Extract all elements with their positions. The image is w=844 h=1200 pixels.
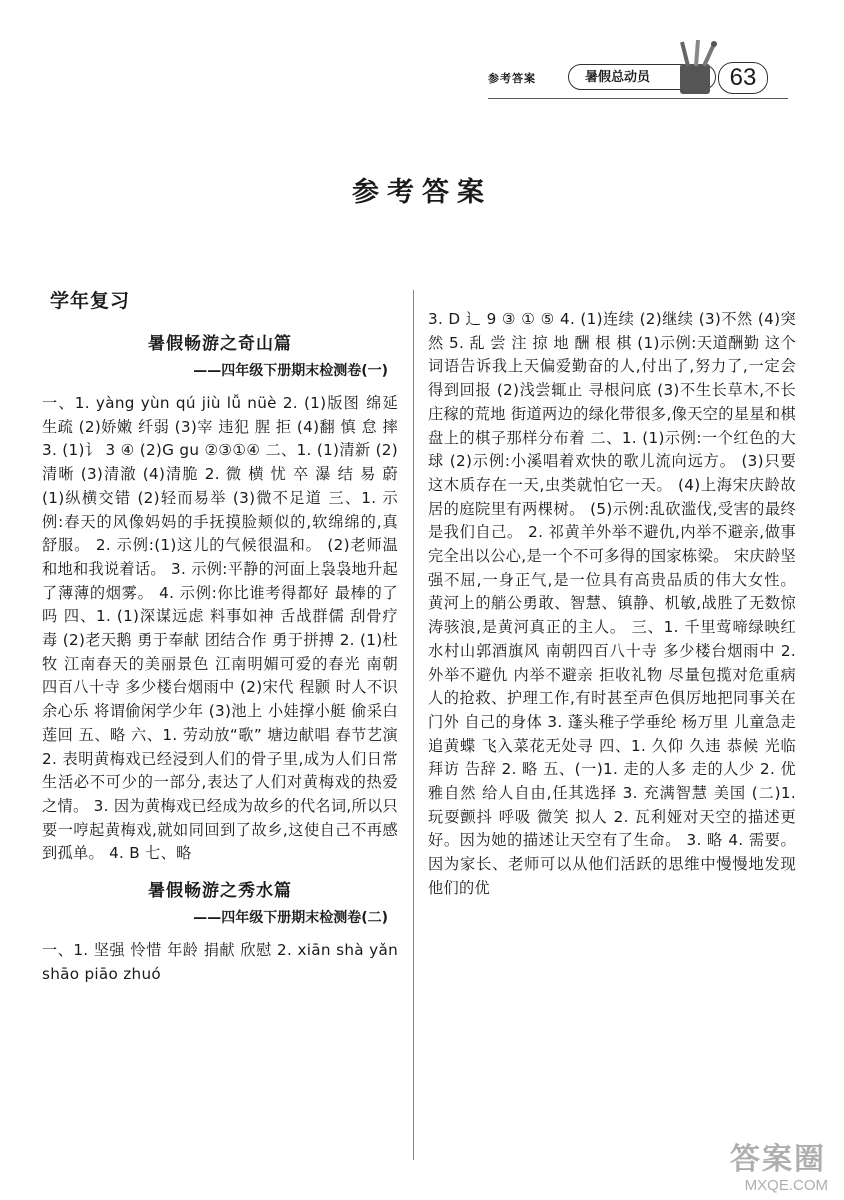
part2-title: 暑假畅游之秀水篇 [148,881,292,902]
watermark-url: MXQE.COM [744,1177,828,1194]
page-number: 63 [718,62,768,94]
left-column [42,280,398,986]
watermark [684,1134,834,1194]
column-divider [413,290,414,1160]
part2-answers: 一、1. 坚强 怜惜 年龄 捐献 欣慰 2. xiān shà yǎn shāo piāo zhuó [42,941,398,983]
part1-title: 暑假畅游之奇山篇 [148,334,292,354]
header-label: 参考答案 [488,72,536,85]
watermark-logo-text: 答案圈 [730,1142,826,1177]
right-column [428,308,796,901]
header-rule [488,98,788,99]
part1-answers: 一、1. yàng yùn qú jiù lǚ nüè 2. (1)版图 绵延 生疏 (2)娇嫩 纤弱 (3)宰 违犯 腥 拒 (4)翻 慎 怠 摔 3. (1)讠 3 ④ (2)G gu ②③①④ 二、1. (1)清新 (2)清晰 (3)清澈 (4)清脆 2. 微 横 忧 卒 瀑 结 易 蔚 (1)纵横交错 (2)轻而易举 (3)微不足道 三、1. 示例:春天的风像妈妈的手抚摸脸颊似的,软绵绵的,真舒服。 2. 示例:(1)这儿的气候很温和。 (2)老师温和地和我说着话。 3. 示例:平静的河面上袅袅地升起了薄薄的烟雾。 4. 示例:你比谁考得都好 最棒的了吗 四、1. (1)深谋远虑 料事如神 舌战群儒 刮骨疗毒 (2)老天鹅 勇于奉献 团结合作 勇于拼搏 2. (1)杜牧 江南春天的美丽景色 江南明媚可爱的春光 南朝四百八十寺 多少楼台烟雨中 (2)宋代 程颢 时人不识余心乐 将谓偷闲学少年 (3)池上 小娃撑小艇 偷采白莲回 五、略 六、1. 劳动放“歌” 塘边献唱 春节艺演 2. 表明黄梅戏已经浸到人们的骨子里,成为人们日常生活必不可少的一部分,表达了人们对黄梅戏的热爱之情。 3. 因为黄梅戏已经成为故乡的代名词,所以只要一哼起黄梅戏,就如同回到了故乡,这使自己不再感到孤单。 4. B 七、略 [42,394,398,863]
page-header [488,58,788,98]
part1-note: ——四年级下册期末检测卷(一) [193,363,388,379]
part2-note: ——四年级下册期末检测卷(二) [193,910,388,927]
part2-answers-continued: 3. D 辶 9 ③ ① ⑤ 4. (1)连续 (2)继续 (3)不然 (4)突然 5. 乱 尝 注 掠 地 酬 根 棋 (1)示例:天道酬勤 这个词语告诉我上天偏爱勤奋的人,付出了,努力了,一定会得到回报 (2)浅尝辄止 寻根问底 (3)不生长草木,不长庄稼的荒地 街道两边的绿化带很多,像天空的星星和棋盘上的棋子那样分布着 二、1. (1)示例:一个红色的大球 (2)示例:小溪唱着欢快的歌儿流向远方。 (3)只要这木质存在一天,虫类就怕它一天。 (4)上海宋庆龄故居的庭院里有两棵树。 (5)示例:乱砍滥伐,受害的最终是我们自己。 2. 祁黄羊外举不避仇,内举不避亲,做事完全出以公心,是一个不可多得的国家栋梁。 宋庆龄坚强不屈,一身正气,是一位具有高贵品质的伟大女性。 黄河上的艄公勇敢、智慧、镇静、机敏,战胜了无数惊涛骇浪,是黄河真正的主人。 三、1. 千里莺啼绿映红 水村山郭酒旗风 南朝四百八十寺 多少楼台烟雨中 2. 外举不避仇 内举不避亲 拒收礼物 尽量包揽对危重病人的抢救、护理工作,有时甚至声色俱厉地把同事关在门外 自己的身体 3. 蓬头稚子学垂纶 杨万里 儿童急走追黄蝶 飞入菜花无处寻 四、1. 久仰 久违 恭候 光临 拜访 告辞 2. 略 五、(一)1. 走的人多 走的人少 2. 优雅自然 给人自由,任其选择 3. 充满智慧 美国 (二)1. 玩耍颤抖 呼吸 微笑 拟人 2. 瓦利娅对天空的描述更好。因为她的描述让天空有了生命。 3. 略 4. 需要。因为家长、老师可以从他们活跃的思维中慢慢地发现他们的优 [428,310,796,897]
section-heading: 学年复习 [50,290,131,312]
page-title: 参考答案 [352,177,492,208]
header-book-title: 暑假总动员 [568,64,716,90]
